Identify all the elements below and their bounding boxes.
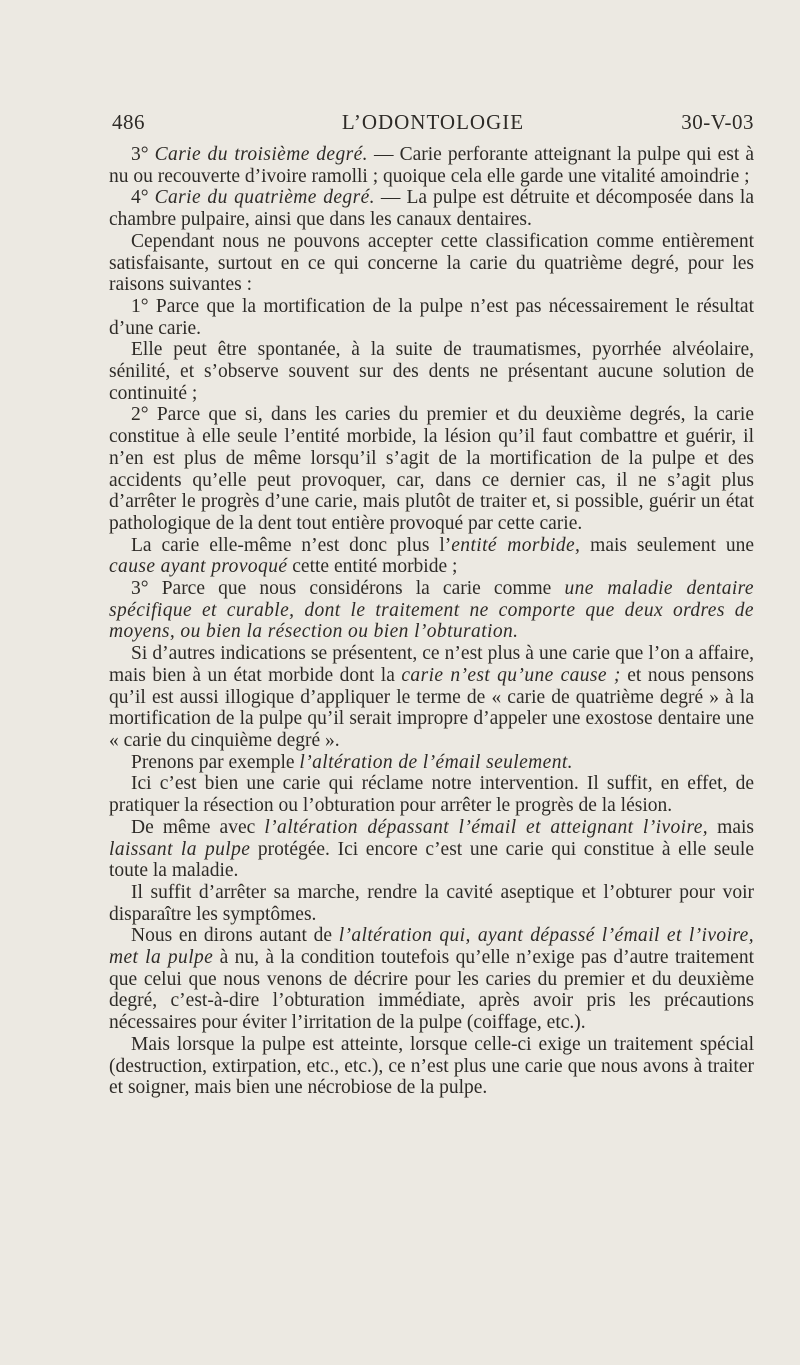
text-run: et nous pensons qu’il est aussi illogique d’appliquer le terme de « carie de quatrième degré » à la mortification de la pulpe qu’il serait impropre d’appeler une exostose dentaire une « carie du cinquième degré ». <box>109 664 754 751</box>
paragraph <box>109 882 754 925</box>
text-run: Elle peut être spontanée, à la suite de traumatismes, pyorrhée alvéolaire, sénilité, et s’observe souvent sur des dents ne présentant aucune solution de continuité ; <box>109 339 754 404</box>
text-run: à nu, à la condition toutefois qu’elle n’exige pas d’autre traitement que celui que nous venons de décrire pour les caries du premier et du deuxième degré, c’est-à-dire l’obturation immédiate, après avoir pris les précautions nécessaires pour éviter l’irritation de la pulpe (coiffage, etc.). <box>109 947 754 1034</box>
paragraph <box>109 231 754 296</box>
text-run: Ici c’est bien une carie qui réclame notre intervention. Il suffit, en effet, de pratiquer la résection ou l’obturation pour arrêter le progrès de la lésion. <box>109 773 754 817</box>
paragraph <box>109 578 754 643</box>
italic-run: Carie du troisième degré. <box>154 144 368 165</box>
italic-run: Carie du quatrième degré. <box>154 187 375 209</box>
text-run: — Carie perforante atteignant la pulpe qui est à nu ou recouverte d’ivoire ramolli ; quoique cela elle garde une vitalité amoindrie ; <box>109 144 754 187</box>
paragraph <box>109 296 754 339</box>
paragraph <box>109 187 754 230</box>
body-text <box>109 144 754 1099</box>
paragraph <box>109 339 754 404</box>
text-run: 3° Parce que nous considérons la carie comme <box>131 578 565 600</box>
text-run: Il suffit d’arrêter sa marche, rendre la cavité aseptique et l’obturer pour voir disparaître les symptômes. <box>109 881 754 925</box>
italic-run: une maladie dentaire spécifique et curable, dont le traitement ne comporte que deux ordres de moyens, ou bien la résection ou bien l’obturation. <box>109 578 754 643</box>
page-number: 486 <box>112 110 145 134</box>
text-run: protégée. Ici encore c’est une carie qui constitue à elle seule toute la maladie. <box>109 838 754 882</box>
paragraph <box>109 144 754 187</box>
text-run: 4° <box>131 187 155 209</box>
text-run: De même avec <box>131 816 265 838</box>
text-run: cette entité morbide ; <box>287 556 458 578</box>
paragraph <box>109 404 754 534</box>
italic-run: l’altération qui, ayant dépassé l’émail et l’ivoire, met la pulpe <box>109 925 754 969</box>
text-run: Mais lorsque la pulpe est atteinte, lorsque celle-ci exige un traitement spécial (destruction, extirpation, etc., etc.), ce n’est plus une carie que nous avons à traiter et soigner, mais bien une nécrobiose de la pulpe. <box>109 1033 754 1099</box>
paragraph <box>109 925 754 1034</box>
paragraph <box>109 773 754 816</box>
paragraph <box>109 752 754 774</box>
issue-date: 30-V-03 <box>681 110 754 134</box>
text-run: mais seulement une <box>580 534 754 556</box>
paragraph <box>109 1034 754 1099</box>
text-run: — La pulpe est détruite et décomposée dans la chambre pulpaire, ainsi que dans les canaux dentaires. <box>109 187 754 231</box>
text-run: 1° Parce que la mortification de la pulpe n’est pas nécessairement le résultat d’une carie. <box>109 295 754 339</box>
italic-run: cause ayant provoqué <box>109 556 288 578</box>
paragraph <box>109 817 754 882</box>
text-run: 2° Parce que si, dans les caries du premier et du deuxième degrés, la carie constitue à elle seule l’entité morbide, la lésion qu’il faut combattre et guérir, il n’en est plus de même lorsqu’il s’agit de la mortification de la pulpe et des accidents qu’elle peut provoquer, car, dans ce dernier cas, il ne s’agit plus d’arrêter le progrès d’une carie, mais plutôt de traiter et, si possible, guérir un état pathologique de la dent tout entière provoqué par cette carie. <box>109 404 754 534</box>
paragraph <box>109 643 754 752</box>
text-run: La carie elle-même n’est donc plus l’ <box>131 534 452 556</box>
text-run: Prenons par exemple <box>131 751 300 773</box>
italic-run: entité morbide, <box>451 534 581 556</box>
italic-run: laissant la pulpe <box>109 838 251 860</box>
text-run: Cependant nous ne pouvons accepter cette classification comme entièrement satisfaisante, surtout en ce qui concerne la carie du quatrième degré, pour les raisons suivantes : <box>109 230 754 296</box>
text-run: 3° <box>131 144 155 165</box>
italic-run: l’altération dépassant l’émail et atteignant l’ivoire, <box>264 816 709 838</box>
text-run: Si d’autres indications se présentent, ce n’est plus à une carie que l’on a affaire, mais bien à un état morbide dont la <box>109 643 754 686</box>
text-run: Nous en dirons autant de <box>131 925 339 947</box>
italic-run: carie n’est qu’une cause ; <box>401 664 621 686</box>
italic-run: l’altération de l’émail seulement. <box>299 751 573 773</box>
text-run: mais <box>708 816 754 838</box>
journal-title: L’ODONTOLOGIE <box>341 110 525 134</box>
paragraph <box>109 535 754 578</box>
running-header <box>112 110 754 138</box>
